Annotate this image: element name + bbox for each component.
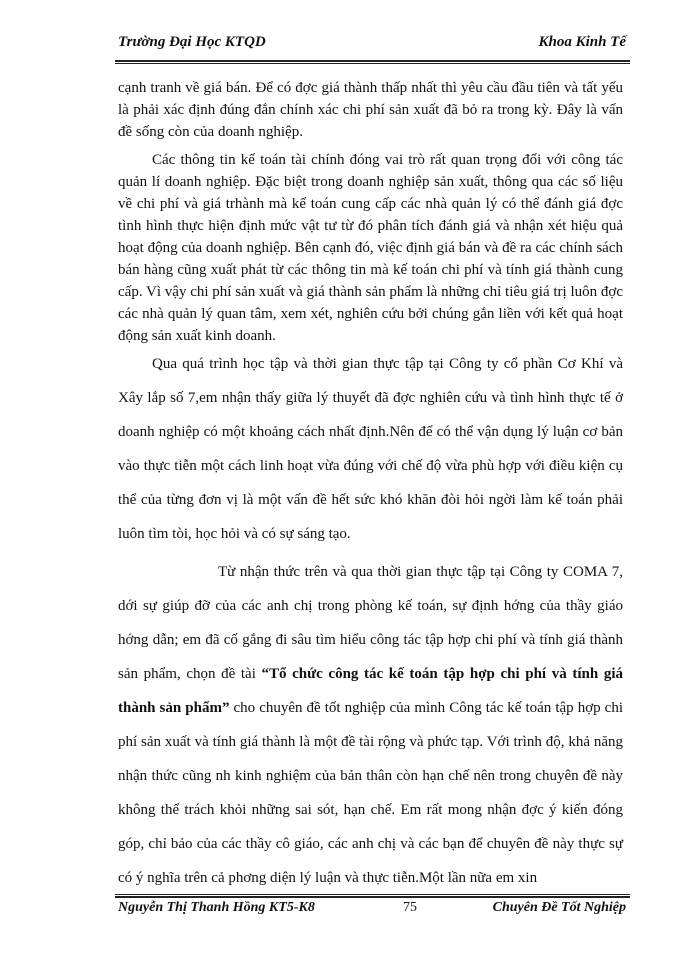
page-number: 75 <box>403 900 417 915</box>
paragraph-3: Qua quá trình học tập và thời gian thực tập tại Công ty cổ phần Cơ Khí và Xây lắp số 7,em nhận thấy giữa lý thuyết đã đợc nghiên cứu và tình hình thực tế ở doanh nghiệp có một khoảng cách nhất định.Nên để có thể vận dụng lý luận cơ bản vào thực tiễn một cách linh hoạt vừa đúng với chế độ vừa phù hợp với điều kiện cụ thể của từng đơn vị là một vấn đề hết sức khó khăn đòi hỏi ngời làm kế toán phải luôn tìm tòi, học hỏi và có sự sáng tạo. <box>118 356 623 542</box>
footer-rule <box>115 894 630 898</box>
thesis-title: “Tổ chức công tác kế toán tập hợp chi phí và tính giá thành sản phẩm” <box>118 666 623 716</box>
page-header <box>118 34 628 54</box>
header-rule <box>115 60 630 64</box>
header-faculty: Khoa Kinh Tế <box>538 34 626 50</box>
header-university: Trường Đại Học KTQD <box>118 34 266 50</box>
footer-doc-type: Chuyên Đề Tốt Nghiệp <box>492 900 626 915</box>
footer-author: Nguyễn Thị Thanh Hồng KT5-K8 <box>118 900 315 915</box>
document-body <box>118 77 623 895</box>
paragraph-1: cạnh tranh về giá bán. Để có đợc giá thành thấp nhất thì yêu cầu đầu tiên và tất yếu là phải xác định đúng đắn chính xác chi phí sản xuất đã bỏ ra trong kỳ. Đây là vấn đề sống còn của doanh nghiệp. <box>118 80 623 140</box>
paragraph-4 <box>118 555 623 895</box>
paragraph-4-end: cho chuyên đề tốt nghiệp của mình Công tác kế toán tập hợp chi phí sản xuất và tính giá thành là một đề tài rộng và phức tạp. Với trình độ, khả năng nhận thức cũng nh kinh nghiệm của bản thân còn hạn chế nên trong chuyên đề này không thể trách khỏi những sai sót, hạn chế. Em rất mong nhận đợc ý kiến đóng góp, chỉ bảo của các thầy cô giáo, các anh chị và các bạn để chuyên đề này thực sự có ý nghĩa trên cả phơng diện lý luận và thực tiễn.Một lần nữa em xin <box>118 700 623 886</box>
paragraph-4-start: Từ nhận thức trên và qua thời gian thực tập tại Công ty COMA 7, dới sự giúp đỡ của các anh chị trong phòng kế toán, sự định hớng của thầy giáo hớng dẫn; em đã cố gắng đi sâu tìm hiểu công tác tập hợp chi phí và tính giá thành sản phẩm, chọn đề tài <box>118 564 623 682</box>
page-footer <box>118 900 628 920</box>
paragraph-2: Các thông tin kế toán tài chính đóng vai trò rất quan trọng đối với công tác quản lí doanh nghiệp. Đặc biệt trong doanh nghiệp sản xuất, thông qua các số liệu về chi phí và giá trhành mà kế toán cung cấp các nhà quản lý có thể đánh giá đợc tình hình thực hiện định mức vật tư từ đó phân tích đánh giá và nhận xét hiệu quả hoạt động của doanh nghiệp. Bên cạnh đó, việc định giá bán và đề ra các chính sách bán hàng cũng xuất phát từ các thông tin mà kế toán chi phí và tính giá thành cung cấp. Vì vậy chi phí sản xuất và giá thành sản phẩm là những chỉ tiêu giá trị luôn đợc các nhà quản lý quan tâm, xem xét, nghiên cứu bởi chúng gắn liền với kết quả hoạt động sản xuất kinh doanh. <box>118 152 623 344</box>
